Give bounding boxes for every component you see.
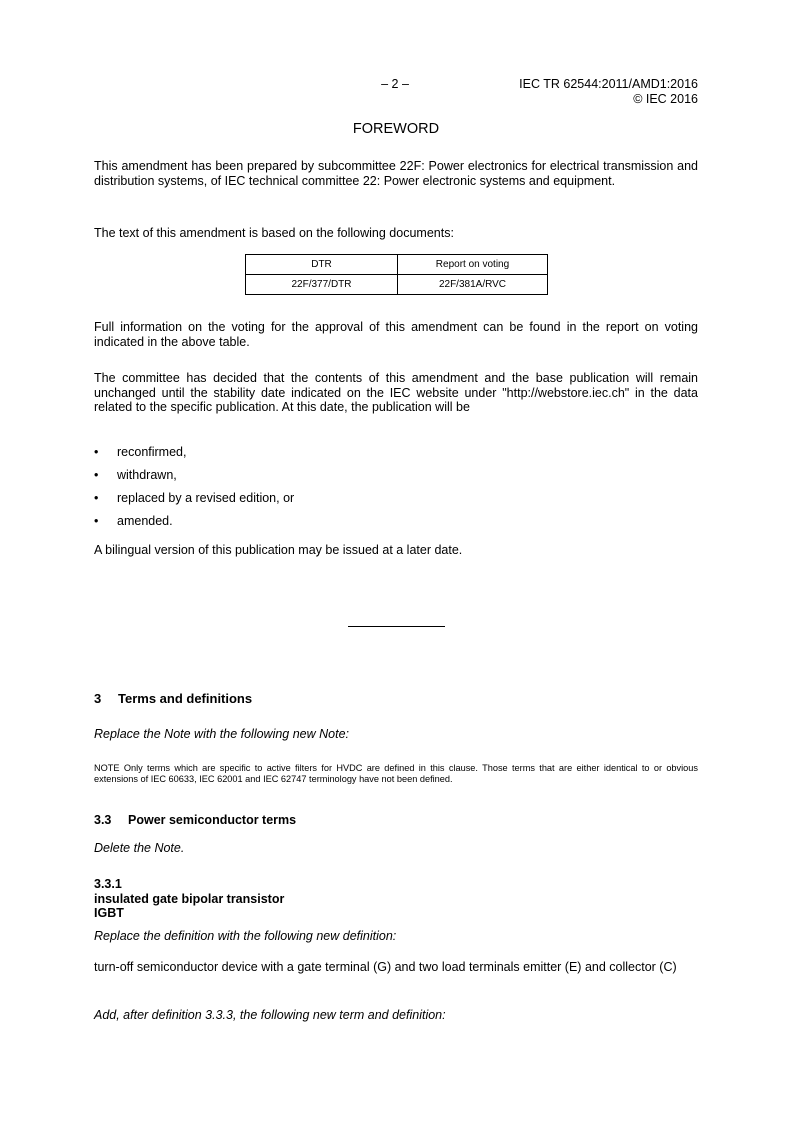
table-header-report: Report on voting xyxy=(398,255,548,275)
term-abbreviation: IGBT xyxy=(94,906,124,920)
table-header-row xyxy=(246,255,548,275)
foreword-title: FOREWORD xyxy=(352,121,440,137)
note-instruction: Replace the Note with the following new Note: xyxy=(94,727,350,741)
separator-line xyxy=(348,626,445,627)
term-name: insulated gate bipolar transistor xyxy=(94,891,285,906)
publication-status-list xyxy=(94,445,698,537)
subsection-heading xyxy=(94,813,698,827)
table-row xyxy=(246,275,548,295)
document-reference: IEC TR 62544:2011/AMD1:2016 xyxy=(519,77,698,91)
definition-instruction: Replace the definition with the following new definition: xyxy=(94,929,397,943)
table-cell-dtr: 22F/377/DTR xyxy=(246,275,398,295)
delete-note-instruction: Delete the Note. xyxy=(94,841,185,855)
stability-statement: The committee has decided that the contents of this amendment and the base publication will remain unchanged until the stability date indicated on the IEC website under "http://webstore.iec.ch" in the data related to the specific publication. At this date, the publication will be xyxy=(94,371,698,415)
table-header-dtr: DTR xyxy=(246,255,398,275)
table-cell-rvc: 22F/381A/RVC xyxy=(398,275,548,295)
list-item: • amended. xyxy=(94,514,173,528)
bullet-icon: • xyxy=(94,514,99,528)
voting-info: Full information on the voting for the approval of this amendment can be found in the report on voting indicated in the above table. xyxy=(94,320,698,349)
documents-table xyxy=(245,254,548,295)
list-item: • reconfirmed, xyxy=(94,445,187,459)
subsection-title: Power semiconductor terms xyxy=(128,813,297,827)
copyright-notice: © IEC 2016 xyxy=(633,92,698,106)
bullet-icon: • xyxy=(94,491,99,505)
term-entry xyxy=(94,877,698,921)
bullet-icon: • xyxy=(94,468,99,482)
page-number: – 2 – xyxy=(381,77,409,91)
bullet-icon: • xyxy=(94,445,99,459)
list-item: • withdrawn, xyxy=(94,468,177,482)
bilingual-note: A bilingual version of this publication may be issued at a later date. xyxy=(94,543,463,557)
note-text: NOTE Only terms which are specific to active filters for HVDC are defined in this clause. Those terms that are either identical to or obvious extensions of IEC 60633, IEC 62001 and IEC 62747 terminology have not been defined. xyxy=(94,763,698,784)
term-definition: turn-off semiconductor device with a gate terminal (G) and two load terminals emitter (E) and collector (C) xyxy=(94,960,677,974)
section-title: Terms and definitions xyxy=(118,691,253,706)
subsection-number: 3.3 xyxy=(94,813,112,827)
add-term-instruction: Add, after definition 3.3.3, the following new term and definition: xyxy=(94,1008,446,1022)
section-number: 3 xyxy=(94,691,102,706)
documents-lead: The text of this amendment is based on the following documents: xyxy=(94,226,454,240)
section-heading xyxy=(94,691,698,706)
foreword-intro: This amendment has been prepared by subcommittee 22F: Power electronics for electrical transmission and distribution systems, of IEC technical committee 22: Power electronic systems and equipment. xyxy=(94,159,698,188)
document-header xyxy=(440,77,698,107)
term-number: 3.3.1 xyxy=(94,877,122,891)
list-item: • replaced by a revised edition, or xyxy=(94,491,295,505)
